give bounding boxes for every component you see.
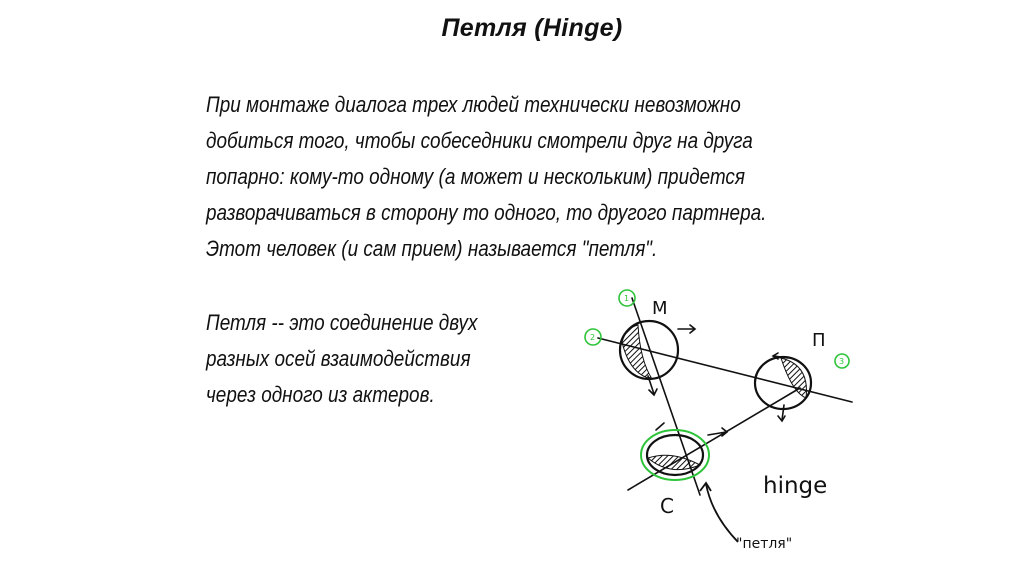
hinge-label: hinge bbox=[763, 473, 828, 499]
petlya-pointer-arrow bbox=[706, 484, 738, 542]
marker-3-text: 3 bbox=[839, 357, 845, 366]
intro-line: При монтаже диалога трех людей технически невозможно bbox=[206, 92, 741, 117]
actor-p-label: П bbox=[812, 330, 826, 351]
hinge-sketch bbox=[560, 280, 880, 570]
intro-line: добиться того, чтобы собеседники смотрели друг на друга bbox=[206, 128, 753, 153]
definition-line: Петля -- это соединение двух bbox=[206, 310, 478, 335]
actor-m bbox=[620, 321, 678, 379]
hinge-diagram bbox=[560, 280, 880, 570]
definition-line: через одного из актеров. bbox=[206, 382, 435, 407]
intro-line: попарно: кому-то одному (а может и нескольким) придется bbox=[206, 164, 745, 189]
intro-line: разворачиваться в сторону то одного, то другого партнера. bbox=[206, 200, 767, 225]
actor-p bbox=[755, 357, 811, 409]
intro-paragraph bbox=[206, 87, 766, 267]
definition-line: разных осей взаимодействия bbox=[206, 346, 471, 371]
actor-s-label: С bbox=[660, 494, 674, 518]
actor-m-label: М bbox=[652, 298, 668, 319]
marker-1-text: 1 bbox=[624, 294, 630, 303]
definition-paragraph bbox=[206, 305, 477, 413]
intro-line: Этот человек (и сам прием) называется "петля". bbox=[206, 236, 658, 261]
petlya-label: "петля" bbox=[736, 536, 793, 552]
marker-2-text: 2 bbox=[590, 333, 596, 342]
slide-title: Петля (Hinge) bbox=[441, 14, 623, 42]
actor-s bbox=[641, 430, 709, 480]
